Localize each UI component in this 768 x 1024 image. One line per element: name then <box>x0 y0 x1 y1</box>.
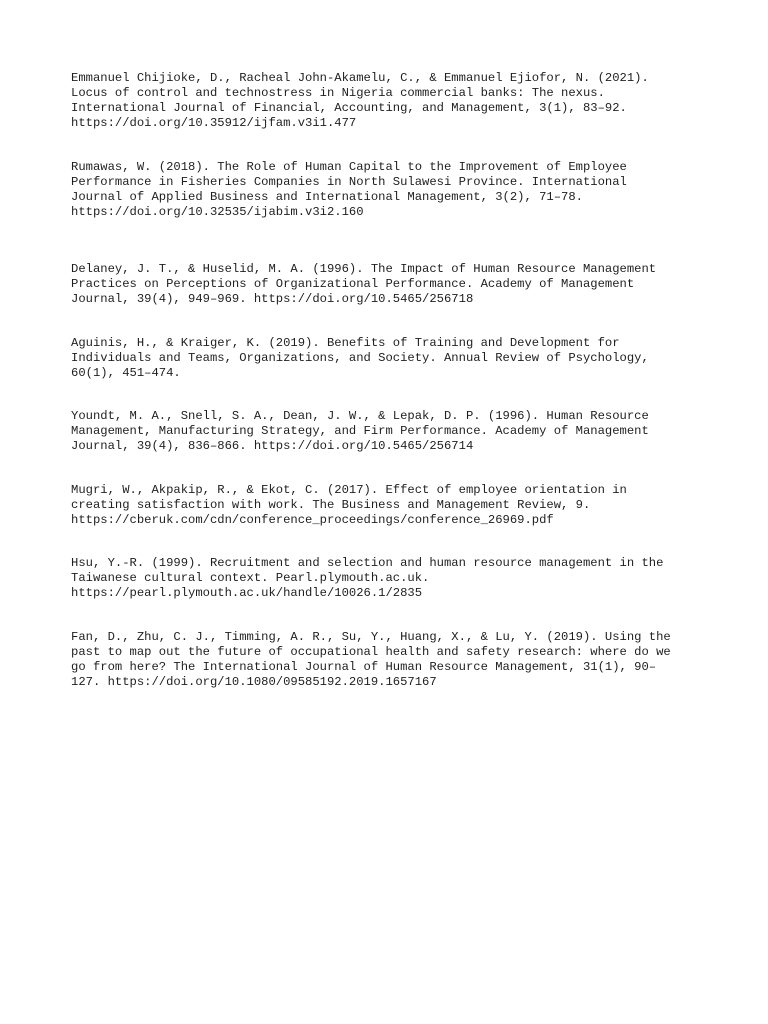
reference-entry-hsu-1999: Hsu, Y.-R. (1999). Recruitment and selection and human resource management in the Taiwanese cultural context. Pearl.plymouth.ac.uk. https://pearl.plymouth.ac.uk/handle/10026.1/2835 <box>71 556 664 600</box>
reference-entry-youndt-1996: Youndt, M. A., Snell, S. A., Dean, J. W., & Lepak, D. P. (1996). Human Resource Management, Manufacturing Strategy, and Firm Performance. Academy of Management Journal, 39(4), 836–866. https://doi.org/10.5465/256714 <box>71 409 649 453</box>
reference-entry-fan-2019: Fan, D., Zhu, C. J., Timming, A. R., Su, Y., Huang, X., & Lu, Y. (2019). Using the past to map out the future of occupational health and safety research: where do we go from here? The International Journal of Human Resource Management, 31(1), 90– 127. https://doi.org/10.1080/09585192.2019.1657167 <box>71 630 671 689</box>
reference-entry-aguinis-2019: Aguinis, H., & Kraiger, K. (2019). Benefits of Training and Development for Individuals and Teams, Organizations, and Society. Annual Review of Psychology, 60(1), 451–474. <box>71 336 649 380</box>
reference-entry-mugri-2017: Mugri, W., Akpakip, R., & Ekot, C. (2017). Effect of employee orientation in creating satisfaction with work. The Business and Management Review, 9. https://cberuk.com/cdn/conference_proceedings/conference_26969.pdf <box>71 483 627 527</box>
reference-entry-chijioke-2021: Emmanuel Chijioke, D., Racheal John-Akamelu, C., & Emmanuel Ejiofor, N. (2021). Locus of control and technostress in Nigeria commercial banks: The nexus. International Journal of Financial, Accounting, and Management, 3(1), 83–92. https://doi.org/10.35912/ijfam.v3i1.477 <box>71 71 649 130</box>
reference-entry-delaney-1996: Delaney, J. T., & Huselid, M. A. (1996). The Impact of Human Resource Management Practices on Perceptions of Organizational Performance. Academy of Management Journal, 39(4), 949–969. https://doi.org/10.5465/256718 <box>71 262 657 306</box>
reference-entry-rumawas-2018: Rumawas, W. (2018). The Role of Human Capital to the Improvement of Employee Performance in Fisheries Companies in North Sulawesi Province. International Journal of Applied Business and International Management, 3(2), 71–78. https://doi.org/10.32535/ijabim.v3i2.160 <box>71 160 627 219</box>
